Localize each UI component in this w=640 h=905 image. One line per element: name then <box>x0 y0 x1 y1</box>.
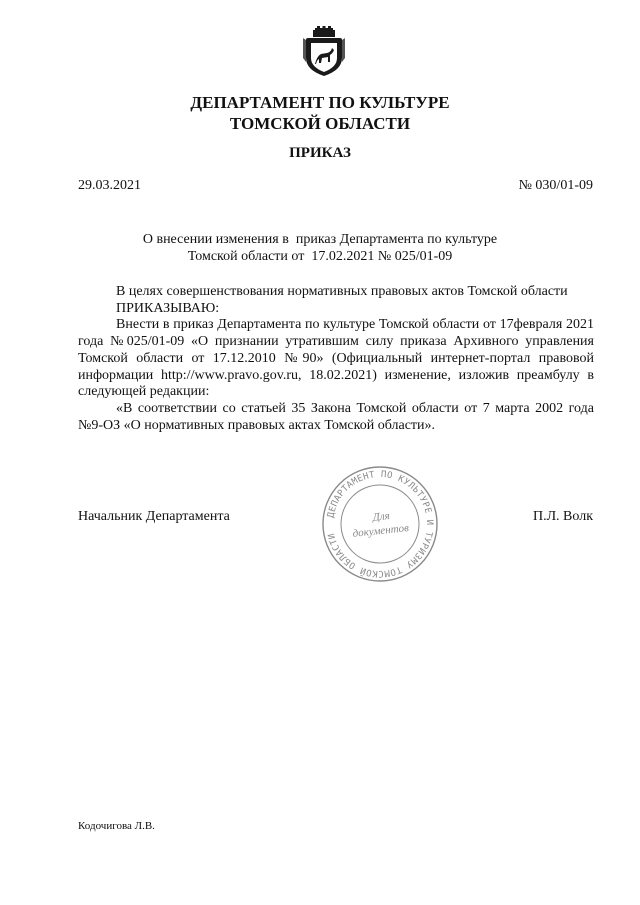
stamp-center-line1: Для <box>372 509 391 524</box>
body-paragraph-purpose: В целях совершенствования нормативных правовых актов Томской области <box>116 284 568 299</box>
document-type: ПРИКАЗ <box>289 145 351 161</box>
org-name-line1: ДЕПАРТАМЕНТ ПО КУЛЬТУРЕ <box>190 93 450 112</box>
executor-name: Кодочигова Л.В. <box>78 820 155 832</box>
coat-of-arms-icon <box>303 26 345 78</box>
document-body <box>78 284 594 434</box>
org-name-line2: ТОМСКОЙ ОБЛАСТИ <box>229 114 411 133</box>
stamp-center-line2: документов <box>352 522 410 540</box>
subject-line2: Томской области от 17.02.2021 № 025/01-09 <box>187 249 453 264</box>
official-stamp <box>320 464 440 584</box>
document-number: № 030/01-09 <box>518 178 593 193</box>
subject-line1: О внесении изменения в приказ Департамента по культуре <box>142 232 498 247</box>
body-paragraph-preamble: «В соответствии со статьей 35 Закона Томской области от 7 марта 2002 года №9-ОЗ «О нормативных правовых актах Томской области». <box>78 400 594 433</box>
document-date: 29.03.2021 <box>78 178 141 193</box>
order-word: ПРИКАЗЫВАЮ: <box>116 300 220 316</box>
body-paragraph-change: Внести в приказ Департамента по культуре Томской области от 17февраля 2021 года №025/01-09 «О признании утратившим силу приказа Архивного управления Томской области от 17.12.2010 №90» (Официальный интернет-портал правовой информации http://www.pravo.gov.ru, 18.02.2021) изменение, изложив преамбулу в следующей редакции: <box>78 317 594 400</box>
signatory-name: П.Л. Волк <box>532 509 593 524</box>
stamp-ring-text: ДЕПАРТАМЕНТ ПО КУЛЬТУРЕ И ТУРИЗМУ ТОМСКОЙ ОБЛАСТИ <box>326 469 435 579</box>
signatory-title: Начальник Департамента <box>78 509 230 524</box>
stamp-outer-ring <box>323 467 437 581</box>
